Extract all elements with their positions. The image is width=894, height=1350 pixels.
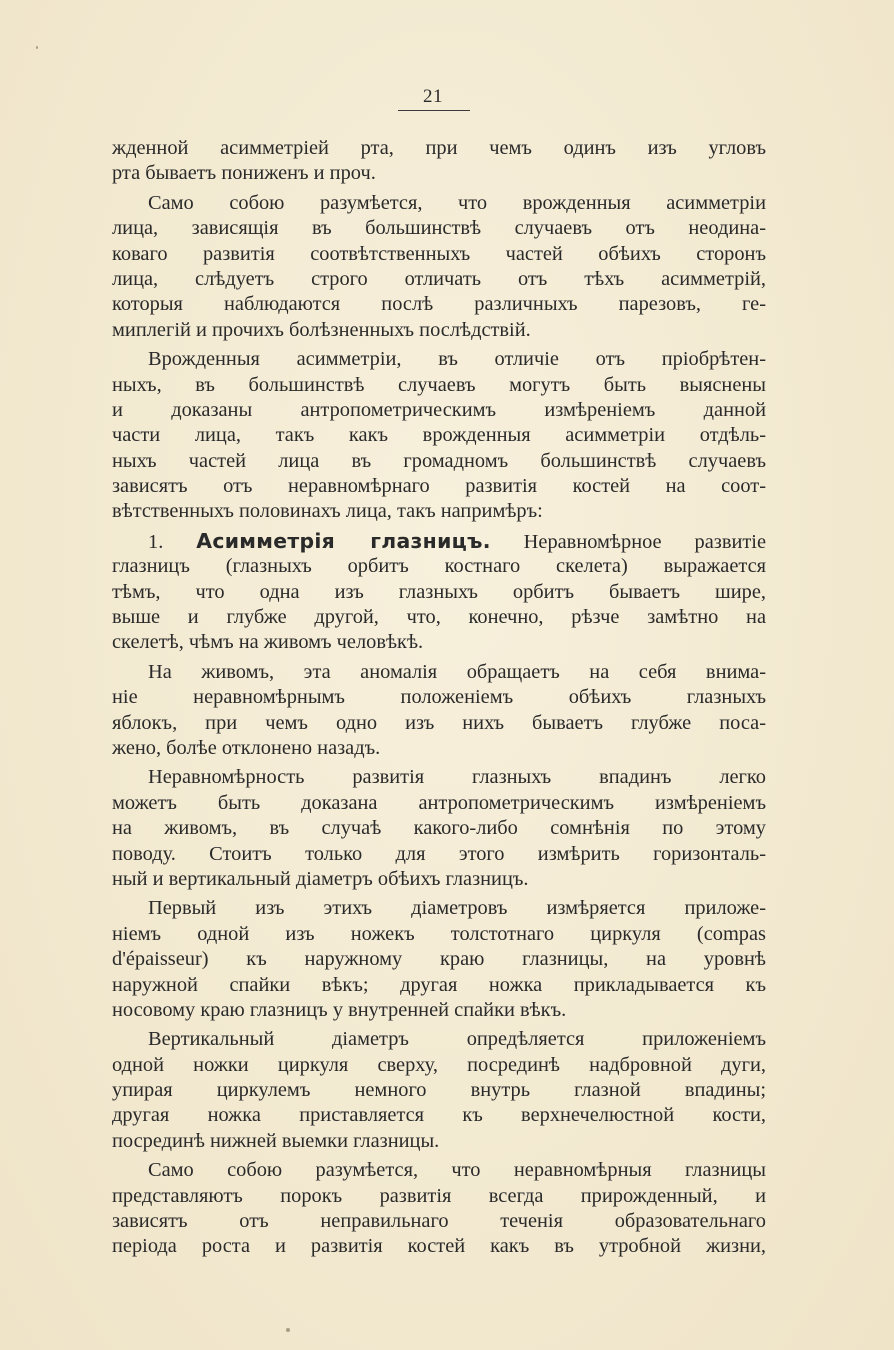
text-line xyxy=(112,998,766,1023)
line-text: части лица, такъ какъ врожденныя асимметріи отдѣль- xyxy=(112,424,766,447)
text-line xyxy=(112,161,766,186)
line-text: тѣмъ, что одна изъ глазныхъ орбитъ бываетъ шире, xyxy=(112,580,766,603)
line-text: выше и глубже другой, что, конечно, рѣзче замѣтно на xyxy=(112,606,766,629)
line-text: можетъ быть доказана антропометрическимъ измѣреніемъ xyxy=(112,791,766,814)
line-text: ныхъ частей лица въ громадномъ большинствѣ случаевъ xyxy=(112,449,766,472)
line-text: Неравномѣрное развитіе xyxy=(490,530,767,553)
text-line xyxy=(112,660,766,685)
line-text: жено, болѣе отклонено назадъ. xyxy=(112,736,381,759)
text-line xyxy=(112,449,766,474)
line-text: носовому краю глазницъ у внутренней спайки вѣкъ. xyxy=(112,998,567,1021)
line-text: и доказаны антропометрическимъ измѣреніемъ данной xyxy=(112,398,766,421)
line-text: глазницъ (глазныхъ орбитъ костнаго скелета) выражается xyxy=(112,555,766,578)
text-line xyxy=(112,499,766,524)
line-text: наружной спайки вѣкъ; другая ножка прикладывается къ xyxy=(112,973,766,996)
text-line xyxy=(112,842,766,867)
page-number: 21 xyxy=(423,86,443,107)
paper-speck xyxy=(36,46,38,49)
text-line xyxy=(112,554,766,579)
line-text: миплегій и прочихъ болѣзненныхъ послѣдствій. xyxy=(112,318,531,341)
line-text: ныхъ, въ большинствѣ случаевъ могутъ быть выяснены xyxy=(112,373,766,396)
line-text: которыя наблюдаются послѣ различныхъ парезовъ, ге- xyxy=(112,293,766,316)
line-text: представляютъ порокъ развитія всегда прирожденный, и xyxy=(112,1184,766,1207)
paper-speck xyxy=(286,1328,290,1332)
text-line xyxy=(112,1027,766,1052)
line-text: на живомъ, въ случаѣ какого-либо сомнѣнія по этому xyxy=(112,817,766,840)
text-line xyxy=(112,292,766,317)
line-text: вѣтственныхъ половинахъ лица, такъ напримѣръ: xyxy=(112,500,543,523)
line-text: зависятъ отъ неправильнаго теченія образовательнаго xyxy=(112,1210,766,1233)
list-number: 1. xyxy=(148,530,197,553)
body-text xyxy=(112,136,766,1260)
line-text: ніемъ одной изъ ножекъ толстотнаго циркуля (compas xyxy=(112,922,766,945)
line-text: Врожденныя асимметріи, въ отличіе отъ пріобрѣтен- xyxy=(148,348,766,371)
page-number-rule xyxy=(398,110,470,111)
line-text: Само собою разумѣется, что неравномѣрныя глазницы xyxy=(148,1159,766,1182)
line-text: поводу. Стоитъ только для этого измѣрить горизонталь- xyxy=(112,842,766,865)
text-line xyxy=(112,922,766,947)
line-text: лица, зависящія въ большинствѣ случаевъ отъ неодина- xyxy=(112,217,766,240)
text-line xyxy=(112,867,766,892)
text-line xyxy=(112,791,766,816)
text-line xyxy=(112,474,766,499)
line-text: яблокъ, при чемъ одно изъ нихъ бываетъ глубже поса- xyxy=(112,711,766,734)
text-line xyxy=(112,373,766,398)
text-line xyxy=(112,736,766,761)
text-line xyxy=(112,242,766,267)
text-line xyxy=(112,896,766,921)
text-line xyxy=(112,685,766,710)
page-number-container xyxy=(395,86,471,108)
text-line xyxy=(112,1158,766,1183)
text-line xyxy=(112,1053,766,1078)
text-line xyxy=(112,816,766,841)
line-text: На живомъ, эта аномалія обращаетъ на себя внима- xyxy=(148,660,766,683)
line-text: другая ножка приставляется къ верхнечелюстной кости, xyxy=(112,1104,766,1127)
line-text: Само собою разумѣется, что врожденныя асимметріи xyxy=(148,191,766,214)
text-line xyxy=(112,267,766,292)
line-text: упирая циркулемъ немного внутрь глазной впадины; xyxy=(112,1079,766,1102)
text-line xyxy=(112,1234,766,1259)
text-line xyxy=(112,1103,766,1128)
line-text: Неравномѣрность развитія глазныхъ впадинъ легко xyxy=(148,766,766,789)
line-text: посрединѣ нижней выемки глазницы. xyxy=(112,1129,440,1152)
text-line xyxy=(112,1129,766,1154)
line-text: жденной асимметріей рта, при чемъ одинъ изъ угловъ xyxy=(112,137,766,159)
line-text: періода роста и развитія костей какъ въ утробной жизни, xyxy=(112,1235,766,1258)
line-text: скелетѣ, чѣмъ на живомъ человѣкѣ. xyxy=(112,631,424,654)
text-line xyxy=(112,711,766,736)
line-text: ніе неравномѣрнымъ положеніемъ обѣихъ глазныхъ xyxy=(112,686,766,709)
text-line xyxy=(112,423,766,448)
line-text: одной ножки циркуля сверху, посрединѣ надбровной дуги, xyxy=(112,1053,766,1076)
line-text: Вертикальный діаметръ опредѣляется приложеніемъ xyxy=(148,1028,766,1051)
text-line xyxy=(112,580,766,605)
text-line xyxy=(112,973,766,998)
text-line xyxy=(112,216,766,241)
line-text: ный и вертикальный діаметръ обѣихъ глазницъ. xyxy=(112,867,529,890)
text-line xyxy=(112,398,766,423)
text-line xyxy=(112,347,766,372)
text-line xyxy=(112,1078,766,1103)
line-text: лица, слѣдуетъ строго отличать отъ тѣхъ асимметрій, xyxy=(112,267,766,290)
line-text: коваго развитія соотвѣтственныхъ частей обѣихъ сторонъ xyxy=(112,242,766,265)
line-text: d'épaisseur) къ наружному краю глазницы, на уровнѣ xyxy=(112,948,766,971)
text-line xyxy=(112,605,766,630)
text-line xyxy=(112,630,766,655)
text-line xyxy=(112,191,766,216)
text-line xyxy=(112,318,766,343)
line-text: рта бываетъ пониженъ и проч. xyxy=(112,162,376,185)
line-text: зависятъ отъ неравномѣрнаго развитія костей на соот- xyxy=(112,475,766,498)
text-line xyxy=(112,1209,766,1234)
text-line xyxy=(112,765,766,790)
text-line xyxy=(112,529,766,554)
section-heading: Асимметрія глазницъ. xyxy=(196,528,491,553)
line-text: Первый изъ этихъ діаметровъ измѣряется приложе- xyxy=(148,897,766,920)
text-line xyxy=(112,1184,766,1209)
text-line xyxy=(112,947,766,972)
text-line xyxy=(112,136,766,161)
